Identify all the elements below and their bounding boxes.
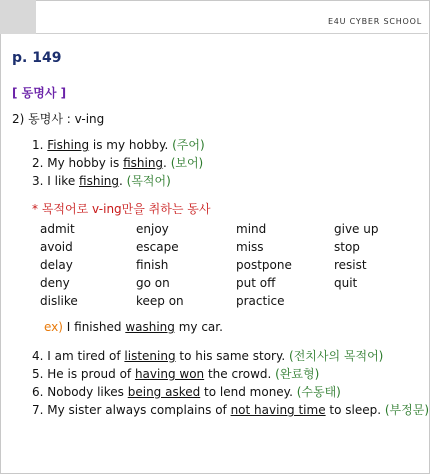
subtitle: 2) 동명사 : v-ing bbox=[12, 112, 105, 126]
example-line: 1. Fishing is my hobby. (주어) bbox=[32, 138, 205, 152]
verb-item: postpone bbox=[236, 258, 292, 272]
verb-item: practice bbox=[236, 294, 285, 308]
page-number: p. 149 bbox=[12, 50, 62, 66]
verb-item: avoid bbox=[40, 240, 73, 254]
verb-item: give up bbox=[334, 222, 379, 236]
verb-item: delay bbox=[40, 258, 73, 272]
verb-item: keep on bbox=[136, 294, 184, 308]
school-name: E4U CYBER SCHOOL bbox=[327, 17, 422, 26]
verb-item: put off bbox=[236, 276, 276, 290]
section-tag: [ 동명사 ] bbox=[12, 86, 67, 100]
example-line: 4. I am tired of listening to his same story. (전치사의 목적어) bbox=[32, 349, 384, 363]
verb-item: dislike bbox=[40, 294, 78, 308]
verb-item: finish bbox=[136, 258, 169, 272]
example-line: 7. My sister always complains of not having time to sleep. (부정문) bbox=[32, 403, 430, 417]
example-line: 2. My hobby is fishing. (보어) bbox=[32, 156, 204, 170]
verb-item: resist bbox=[334, 258, 367, 272]
example-line: 3. I like fishing. (목적어) bbox=[32, 174, 171, 188]
verb-item: go on bbox=[136, 276, 170, 290]
header-tab bbox=[0, 0, 36, 34]
header-divider bbox=[36, 33, 428, 34]
verb-item: admit bbox=[40, 222, 75, 236]
verb-item: miss bbox=[236, 240, 264, 254]
example-line: 6. Nobody likes being asked to lend money. (수동태) bbox=[32, 385, 341, 399]
verb-item: escape bbox=[136, 240, 179, 254]
verb-item: stop bbox=[334, 240, 360, 254]
example-line: 5. He is proud of having won the crowd. (완료형) bbox=[32, 367, 320, 381]
verb-item: enjoy bbox=[136, 222, 169, 236]
ex-line: ex) I finished washing my car. bbox=[44, 320, 223, 334]
verb-item: mind bbox=[236, 222, 267, 236]
verb-item: deny bbox=[40, 276, 70, 290]
verb-item: quit bbox=[334, 276, 358, 290]
verb-list-heading: * 목적어로 v-ing만을 취하는 동사 bbox=[32, 202, 211, 216]
